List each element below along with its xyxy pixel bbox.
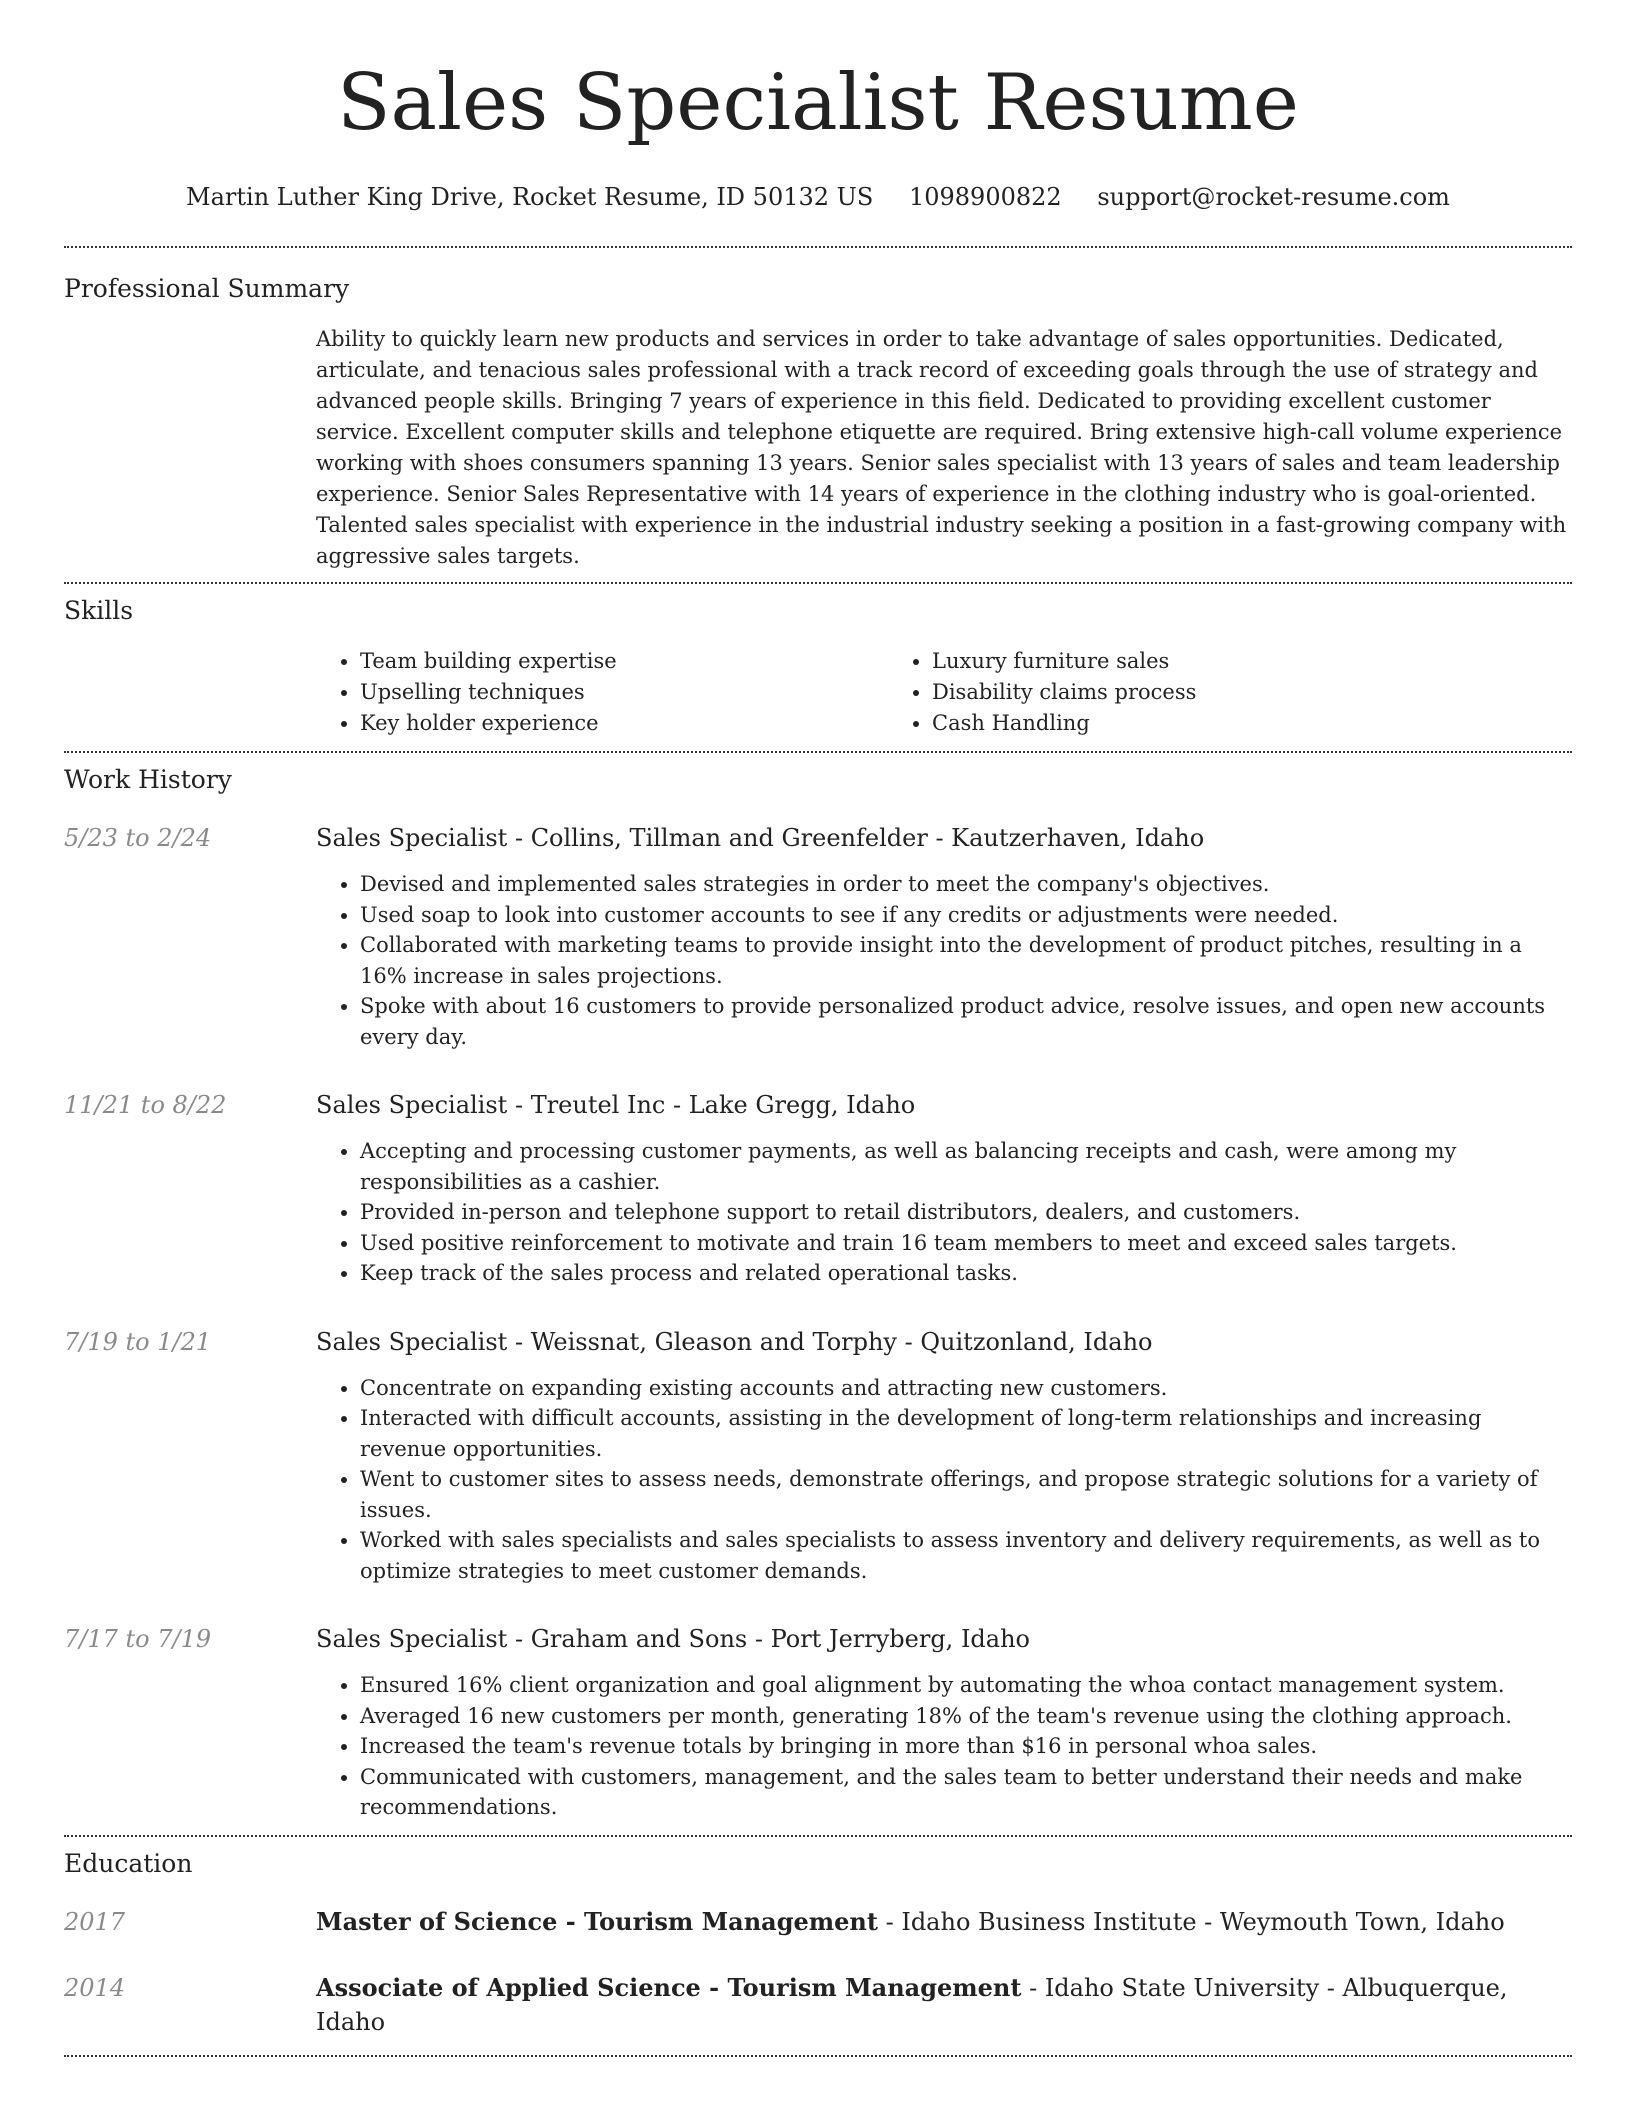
education-entry [64,1971,1572,2039]
job-bullet: • Went to customer sites to assess needs, demonstrate offerings, and propose strategic solutions for a variety of issues. [360,1464,1572,1525]
contact-line [64,180,1572,214]
summary-section [64,248,1572,582]
job-title: Sales Specialist - Graham and Sons - Port Jerryberg, Idaho [316,1625,1030,1653]
summary-heading: Professional Summary [64,274,350,303]
job-dates: 11/21 to 8/22 [64,1091,227,1119]
job-bullet: • Worked with sales specialists and sales specialists to assess inventory and delivery requirements, as well as to optimize strategies to meet customer demands. [360,1525,1572,1586]
job-bullet: • Devised and implemented sales strategies in order to meet the company's objectives. [360,869,1572,900]
skill-item: • Luxury furniture sales [932,646,1460,677]
job-bullets [316,1670,1572,1823]
skills-list-right [888,646,1460,739]
job-bullets [316,869,1572,1052]
skill-item: • Disability claims process [932,677,1460,708]
skills-section [64,584,1572,751]
job-dates: 7/17 to 7/19 [64,1625,212,1653]
education-year: 2014 [64,1973,126,2002]
job-bullet: • Collaborated with marketing teams to provide insight into the development of product pitches, resulting in a 16% increase in sales projections. [360,930,1572,991]
education-year: 2017 [64,1907,126,1936]
job-bullet: • Keep track of the sales process and related operational tasks. [360,1258,1572,1289]
job-bullet: • Communicated with customers, management, and the sales team to better understand their needs and make recommendations. [360,1762,1572,1823]
skills-list-left [316,646,888,739]
skill-item: • Team building expertise [360,646,888,677]
page-title: Sales Specialist Resume [337,58,1299,148]
job-bullets [316,1373,1572,1587]
skill-item: • Upselling techniques [360,677,888,708]
resume-page [64,0,1572,2057]
skills-heading: Skills [64,596,134,625]
skill-item: • Key holder experience [360,708,888,739]
job-dates: 7/19 to 1/21 [64,1327,212,1356]
job-entry [64,1622,1572,1823]
job-entry [64,821,1572,1052]
job-bullet: • Accepting and processing customer payments, as well as balancing receipts and cash, were among my responsibilities as a cashier. [360,1136,1572,1197]
job-bullets [316,1136,1572,1289]
education-school: - Idaho State University - Albuquerque, Idaho [316,1973,1508,2036]
job-bullet: • Provided in-person and telephone support to retail distributors, dealers, and customers. [360,1197,1572,1228]
education-degree: Associate of Applied Science - Tourism Management [316,1972,1022,2002]
job-title: Sales Specialist - Collins, Tillman and Greenfelder - Kautzerhaven, Idaho [316,824,1205,852]
job-bullet: • Interacted with difficult accounts, assisting in the development of long-term relationships and increasing revenue opportunities. [360,1403,1572,1464]
education-heading: Education [64,1848,193,1878]
job-bullet: • Used soap to look into customer accounts to see if any credits or adjustments were needed. [360,900,1572,931]
job-dates: 5/23 to 2/24 [64,824,212,852]
education-entry [64,1905,1572,1939]
work-heading: Work History [64,765,232,794]
contact-email: support@rocket-resume.com [1097,183,1450,211]
job-title: Sales Specialist - Weissnat, Gleason and Torphy - Quitzonland, Idaho [316,1327,1153,1356]
education-section [64,1837,1572,2055]
section-divider [64,2055,1572,2057]
contact-phone: 1098900822 [908,183,1062,211]
job-bullet: • Used positive reinforcement to motivate and train 16 team members to meet and exceed sales targets. [360,1228,1572,1259]
skill-item: • Cash Handling [932,708,1460,739]
job-bullet: • Averaged 16 new customers per month, generating 18% of the team's revenue using the clothing approach. [360,1701,1572,1732]
education-degree: Master of Science - Tourism Management [316,1906,878,1936]
job-bullet: • Spoke with about 16 customers to provide personalized product advice, resolve issues, and open new accounts every day. [360,991,1572,1052]
job-bullet: • Increased the team's revenue totals by bringing in more than $16 in personal whoa sales. [360,1731,1572,1762]
job-bullet: • Ensured 16% client organization and goal alignment by automating the whoa contact management system. [360,1670,1572,1701]
job-entry [64,1325,1572,1587]
contact-address: Martin Luther King Drive, Rocket Resume, ID 50132 US [186,183,874,211]
work-section [64,753,1572,1835]
education-school: - Idaho Business Institute - Weymouth Town, Idaho [877,1907,1505,1936]
job-title: Sales Specialist - Treutel Inc - Lake Gregg, Idaho [316,1091,916,1119]
job-entry [64,1088,1572,1289]
summary-text: Ability to quickly learn new products and services in order to take advantage of sales opportunities. Dedicated, articulate, and tenacious sales professional with a track record of exceeding goals through the use of strategy and advanced people skills. Bringing 7 years of experience in this field. Dedicated to providing excellent customer service. Excellent computer skills and telephone etiquette are required. Bring extensive high-call volume experience working with shoes consumers spanning 13 years. Senior sales specialist with 13 years of sales and team leadership experience. Senior Sales Representative with 14 years of experience in the clothing industry who is goal-oriented. Talented sales specialist with experience in the industrial industry seeking a position in a fast-growing company with aggressive sales targets. [316,327,1567,568]
job-bullet: • Concentrate on expanding existing accounts and attracting new customers. [360,1373,1572,1404]
